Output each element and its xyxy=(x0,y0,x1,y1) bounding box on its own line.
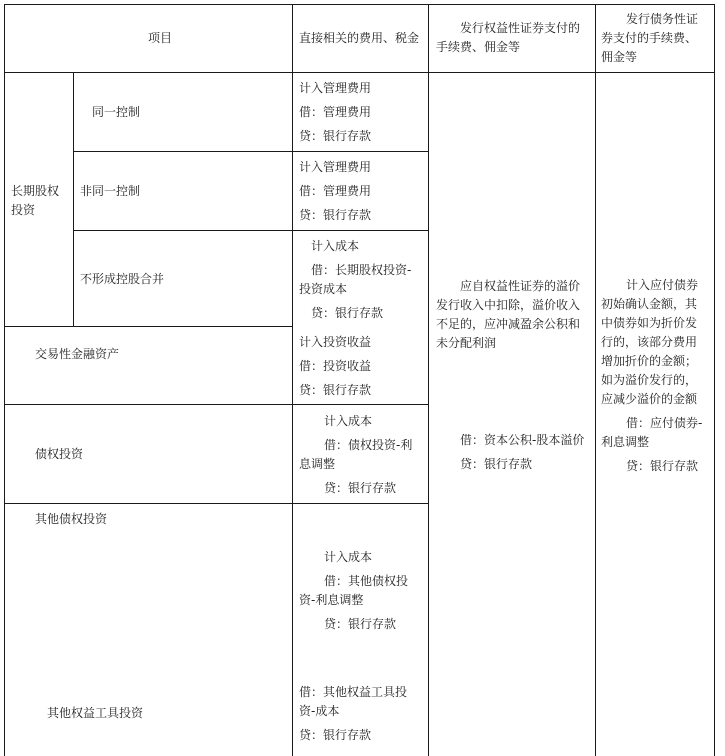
col-divider-debt xyxy=(595,4,596,756)
table-border-left xyxy=(4,4,5,756)
row-divider-long-term xyxy=(4,326,292,327)
entry-trading-line1: 计入投资收益 xyxy=(299,335,372,349)
equity-cost-text-line3: 不足的，应冲减盈余公积和 xyxy=(436,317,581,331)
entry-debt-investment-line3: 息调整 xyxy=(299,457,336,471)
table-border-top xyxy=(4,4,715,5)
entry-other-debt-line4: 贷：银行存款 xyxy=(324,617,397,631)
debt-cost-entry-line1: 借：应付债券- xyxy=(626,416,703,430)
header-debt-cost-line3: 佣金等 xyxy=(601,50,638,64)
debt-cost-text-line1: 计入应付债券 xyxy=(626,278,699,292)
row-divider-trading xyxy=(4,404,428,405)
equity-cost-entry-line1: 借：资本公积-股本溢价 xyxy=(460,433,585,447)
debt-cost-text-line3: 中债券如为折价发 xyxy=(601,316,698,330)
entry-non-merger-line3: 投资成本 xyxy=(299,282,348,296)
entry-other-debt-line1: 计入成本 xyxy=(324,550,373,564)
entry-non-same-control-line2: 借：管理费用 xyxy=(299,184,372,198)
equity-cost-entry-line2: 贷：银行存款 xyxy=(460,457,533,471)
row-label-long-term-line2: 投资 xyxy=(11,203,36,217)
row-label-long-term-line1: 长期股权 xyxy=(11,184,60,198)
entry-non-merger-line2: 借：长期股权投资- xyxy=(311,263,412,277)
entry-same-control-line1: 计入管理费用 xyxy=(299,81,372,95)
header-debt-cost-line2: 券支付的手续费、 xyxy=(601,31,698,45)
entry-other-debt-line3: 资-利息调整 xyxy=(299,593,364,607)
entry-other-equity-line1: 借：其他权益工具投 xyxy=(299,685,408,699)
table-border-right xyxy=(714,4,715,756)
header-direct-cost: 直接相关的费用、税金 xyxy=(299,31,420,45)
debt-cost-text-line2: 初始确认金额，其 xyxy=(601,297,698,311)
debt-cost-text-line5: 增加折价的金额； xyxy=(601,354,698,368)
equity-cost-text-line2: 发行收入中扣除，溢价收入 xyxy=(436,298,581,312)
row-label-trading: 交易性金融资产 xyxy=(35,347,120,361)
col-divider-sub xyxy=(73,72,74,326)
equity-cost-text-line1: 应自权益性证券的溢价 xyxy=(460,279,581,293)
row-divider-non-same-control xyxy=(73,230,428,231)
entry-other-debt-line2: 借：其他债权投 xyxy=(324,574,409,588)
debt-cost-entry-line3: 贷：银行存款 xyxy=(626,459,699,473)
entry-same-control-line3: 贷：银行存款 xyxy=(299,129,372,143)
entry-non-same-control-line3: 贷：银行存款 xyxy=(299,208,372,222)
entry-trading-line3: 贷：银行存款 xyxy=(299,383,372,397)
row-divider-debt-investment xyxy=(4,503,428,504)
entry-debt-investment-line2: 借：债权投资-利 xyxy=(324,438,413,452)
entry-trading-line2: 借：投资收益 xyxy=(299,359,372,373)
entry-non-same-control-line1: 计入管理费用 xyxy=(299,160,372,174)
debt-cost-text-line4: 行的，该部分费用 xyxy=(601,335,698,349)
col-divider-equity xyxy=(428,4,429,756)
header-equity-cost-line2: 手续费、佣金等 xyxy=(436,40,521,54)
header-divider xyxy=(4,72,715,73)
entry-other-equity-line3: 贷：银行存款 xyxy=(299,728,372,742)
entry-non-merger-line1: 计入成本 xyxy=(311,239,360,253)
entry-debt-investment-line4: 贷：银行存款 xyxy=(324,481,397,495)
debt-cost-entry-line2: 利息调整 xyxy=(601,435,650,449)
row-divider-same-control xyxy=(73,151,428,152)
row-label-non-merger: 不形成控股合并 xyxy=(80,272,165,286)
row-label-other-equity: 其他权益工具投资 xyxy=(47,706,144,720)
header-item: 项目 xyxy=(148,31,173,45)
row-label-debt-investment: 债权投资 xyxy=(35,447,84,461)
entry-debt-investment-line1: 计入成本 xyxy=(324,414,373,428)
row-label-same-control: 同一控制 xyxy=(92,105,141,119)
debt-cost-text-line6: 如为溢价发行的， xyxy=(601,373,698,387)
row-label-non-same-control: 非同一控制 xyxy=(80,184,141,198)
header-debt-cost-line1: 发行债务性证 xyxy=(626,12,699,26)
entry-other-equity-line2: 资-成本 xyxy=(299,704,340,718)
header-equity-cost-line1: 发行权益性证券支付的 xyxy=(460,21,581,35)
col-divider-direct xyxy=(292,4,293,756)
entry-same-control-line2: 借：管理费用 xyxy=(299,105,372,119)
debt-cost-text-line7: 应减少溢价的金额 xyxy=(601,392,698,406)
equity-cost-text-line4: 未分配利润 xyxy=(436,336,497,350)
row-label-other-debt: 其他债权投资 xyxy=(35,512,108,526)
entry-non-merger-line4: 贷：银行存款 xyxy=(311,306,384,320)
